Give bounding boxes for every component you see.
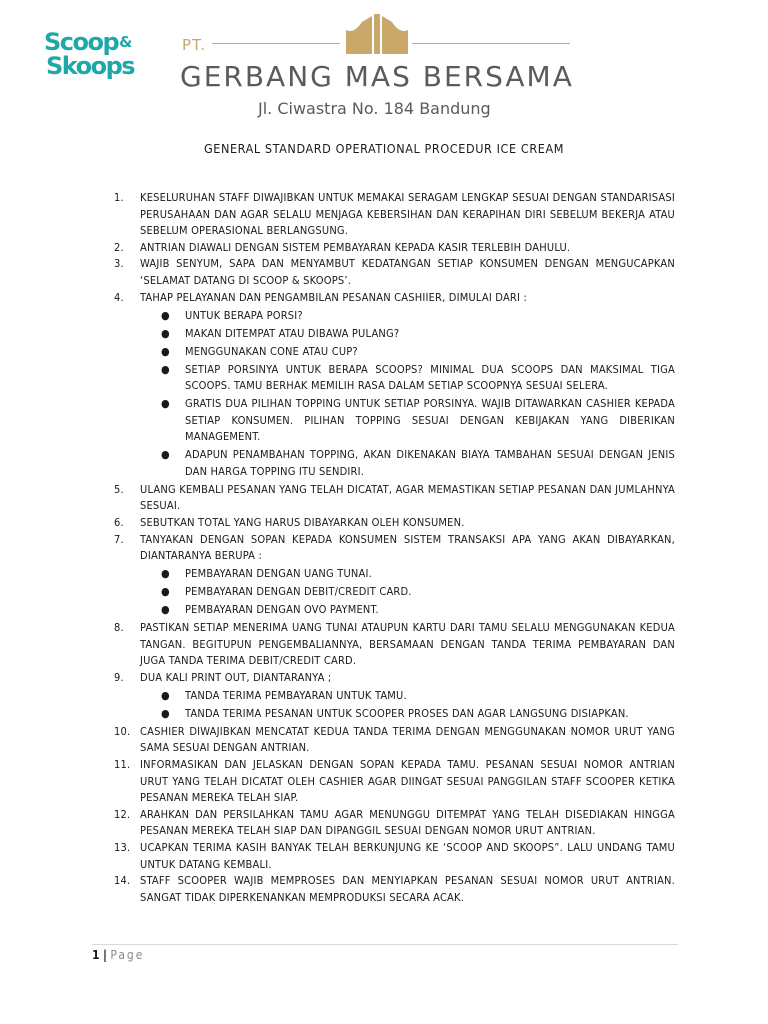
bullet-item: [114, 602, 675, 619]
procedure-item: [114, 532, 675, 565]
bullet-text: PEMBAYARAN DENGAN DEBIT/CREDIT CARD.: [185, 585, 412, 599]
item-text: STAFF SCOOPER WAJIB MEMPROSES DAN MENYIAPKAN PESANAN SESUAI NOMOR URUT ANTRIAN. SANGAT TIDAK DIPERKENANKAN MEMPRODUKSI SECARA ACAK.: [140, 874, 675, 904]
procedure-item: [114, 190, 675, 240]
item-number: 7.: [114, 532, 124, 546]
bullet-item: [114, 362, 675, 395]
page-footer: [92, 948, 144, 962]
item-number: 11.: [114, 758, 131, 772]
item-number: 5.: [114, 482, 124, 496]
logo-ampersand: &: [119, 33, 133, 51]
bullet-dot-icon: ●: [161, 585, 170, 599]
item-text: UCAPKAN TERIMA KASIH BANYAK TELAH BERKUNJUNG KE ‘SCOOP AND SKOOPS”. LALU UNDANG TAMU UNTUK DATANG KEMBALI.: [140, 841, 675, 871]
item-text: WAJIB SENYUM, SAPA DAN MENYAMBUT KEDATANGAN SETIAP KONSUMEN DENGAN MENGUCAPKAN ‘SELAMAT DATANG DI SCOOP & SKOOPS’.: [140, 257, 675, 287]
bullet-text: TANDA TERIMA PESANAN UNTUK SCOOPER PROSES DAN AGAR LANGSUNG DISIAPKAN.: [185, 706, 629, 720]
item-text: CASHIER DIWAJIBKAN MENCATAT KEDUA TANDA TERIMA DENGAN MENGGUNAKAN NOMOR URUT YANG SAMA SESUAI DENGAN ANTRIAN.: [140, 724, 675, 755]
item-number: 4.: [114, 290, 124, 304]
item-text: PASTIKAN SETIAP MENERIMA UANG TUNAI ATAUPUN KARTU DARI TAMU SELALU MENGGUNAKAN KEDUA TANGAN. BEGITUPUN PENGEMBALIANNYA, BERSAMAAN DENGAN TANDA TERIMA PEMBAYARAN DAN JUGA TANDA TERIMA DEBIT/CREDIT CARD.: [140, 621, 675, 668]
page-separator: |: [102, 948, 107, 962]
header-rule-right: [412, 43, 570, 44]
item-text: INFORMASIKAN DAN JELASKAN DENGAN SOPAN KEPADA TAMU. PESANAN SESUAI NOMOR ANTRIAN URUT YANG TELAH DICATAT OLEH CASHIER AGAR DIINGAT SESUAI PANGGILAN STAFF SCOOPER KETIKA PESANAN MEREKA TELAH SIAP.: [140, 758, 675, 805]
procedure-item: [114, 290, 675, 307]
procedure-item: [114, 724, 675, 757]
procedure-item: [114, 840, 675, 873]
bullet-dot-icon: ●: [161, 567, 170, 581]
item-number: 13.: [114, 841, 131, 855]
item-number: 8.: [114, 621, 124, 635]
procedure-item: [114, 670, 675, 687]
item-number: 3.: [114, 257, 124, 271]
bullet-item: [114, 308, 675, 325]
bullet-dot-icon: ●: [161, 362, 170, 376]
item-text: ULANG KEMBALI PESANAN YANG TELAH DICATAT, AGAR MEMASTIKAN SETIAP PESANAN DAN JUMLAHNYA SESUAI.: [140, 482, 675, 513]
bullet-dot-icon: ●: [161, 397, 170, 411]
document-title: GENERAL STANDARD OPERATIONAL PROCEDUR ICE CREAM: [203, 141, 565, 156]
procedure-item: [114, 256, 675, 289]
logo-text-skoops: Skoops: [46, 52, 135, 80]
item-text: TANYAKAN DENGAN SOPAN KEPADA KONSUMEN SISTEM TRANSAKSI APA YANG AKAN DIBAYARKAN, DIANTARANYA BERUPA :: [140, 532, 675, 563]
page-label: Page: [110, 948, 145, 962]
bullet-dot-icon: ●: [161, 603, 170, 617]
item-text: SEBUTKAN TOTAL YANG HARUS DIBAYARKAN OLEH KONSUMEN.: [140, 516, 465, 530]
bullet-text: GRATIS DUA PILIHAN TOPPING UNTUK SETIAP PORSINYA. WAJIB DITAWARKAN CASHIER KEPADA SETIAP KONSUMEN. PILIHAN TOPPING SESUAI DENGAN KEBIJAKAN YANG DIBERIKAN MANAGEMENT.: [185, 397, 675, 444]
item-text: DUA KALI PRINT OUT, DIANTARANYA ;: [140, 670, 332, 684]
bullet-dot-icon: ●: [161, 308, 170, 322]
item-number: 14.: [114, 874, 131, 888]
item-text: ARAHKAN DAN PERSILAHKAN TAMU AGAR MENUNGGU DITEMPAT YANG TELAH DISEDIAKAN HINGGA PESANAN MEREKA TELAH SIAP DAN DIPANGGIL SESUAI DENGAN NOMOR URUT ANTRIAN.: [140, 807, 675, 838]
bullet-item: [114, 688, 675, 705]
procedure-item: [114, 807, 675, 840]
procedure-item: [114, 482, 675, 515]
logo-text-scoop: Scoop: [44, 28, 119, 56]
item-number: 6.: [114, 516, 124, 530]
bullet-text: SETIAP PORSINYA UNTUK BERAPA SCOOPS? MINIMAL DUA SCOOPS DAN MAKSIMAL TIGA SCOOPS. TAMU BERHAK MEMILIH RASA DALAM SETIAP SCOOPNYA SESUAI SELERA.: [185, 362, 675, 393]
bullet-dot-icon: ●: [161, 688, 170, 702]
item-number: 12.: [114, 807, 131, 821]
company-prefix: PT.: [182, 36, 207, 54]
procedure-item: [114, 240, 675, 257]
procedure-item: [114, 757, 675, 807]
bullet-text: UNTUK BERAPA PORSI?: [185, 308, 303, 322]
procedure-item: [114, 515, 675, 532]
bullet-item: [114, 706, 675, 723]
bullet-text: MENGGUNAKAN CONE ATAU CUP?: [185, 344, 358, 358]
bullet-dot-icon: ●: [161, 326, 170, 340]
company-name: GERBANG MAS BERSAMA: [180, 60, 574, 93]
bullet-text: PEMBAYARAN DENGAN UANG TUNAI.: [185, 567, 372, 581]
scoop-skoops-logo: [44, 30, 140, 86]
bullet-text: PEMBAYARAN DENGAN OVO PAYMENT.: [185, 603, 379, 617]
bullet-item: [114, 584, 675, 601]
procedure-list: [114, 190, 675, 906]
company-address: Jl. Ciwastra No. 184 Bandung: [258, 99, 491, 118]
item-text: TAHAP PELAYANAN DAN PENGAMBILAN PESANAN CASHIIER, DIMULAI DARI :: [140, 290, 527, 304]
item-number: 1.: [114, 191, 124, 204]
bullet-dot-icon: ●: [161, 344, 170, 358]
bullet-item: [114, 344, 675, 361]
bullet-text: ADAPUN PENAMBAHAN TOPPING, AKAN DIKENAKAN BIAYA TAMBAHAN SESUAI DENGAN JENIS DAN HARGA TOPPING ITU SENDIRI.: [185, 448, 675, 478]
procedure-item: [114, 620, 675, 670]
bullet-item: [114, 396, 675, 446]
page-number: 1: [92, 948, 100, 962]
bullet-item: [114, 447, 675, 480]
item-number: 9.: [114, 670, 124, 684]
item-number: 2.: [114, 240, 124, 254]
gate-logo-icon: [344, 12, 410, 56]
bullet-item: [114, 566, 675, 583]
bullet-dot-icon: ●: [161, 706, 170, 720]
bullet-text: TANDA TERIMA PEMBAYARAN UNTUK TAMU.: [185, 688, 407, 702]
bullet-text: MAKAN DITEMPAT ATAU DIBAWA PULANG?: [185, 326, 400, 340]
procedure-item: [114, 873, 675, 906]
footer-divider: [92, 944, 678, 945]
item-text: KESELURUHAN STAFF DIWAJIBKAN UNTUK MEMAKAI SERAGAM LENGKAP SESUAI DENGAN STANDARISASI PERUSAHAAN DAN AGAR SELALU MENJAGA KEBERSIHAN DAN KERAPIHAN DIRI SEBELUM BEKERJA ATAU SEBELUM OPERASIONAL BERLANGSUNG.: [140, 191, 675, 238]
item-text: ANTRIAN DIAWALI DENGAN SISTEM PEMBAYARAN KEPADA KASIR TERLEBIH DAHULU.: [140, 240, 571, 254]
bullet-dot-icon: ●: [161, 448, 170, 462]
item-number: 10.: [114, 724, 131, 738]
header-rule-left: [212, 43, 340, 44]
bullet-item: [114, 326, 675, 343]
